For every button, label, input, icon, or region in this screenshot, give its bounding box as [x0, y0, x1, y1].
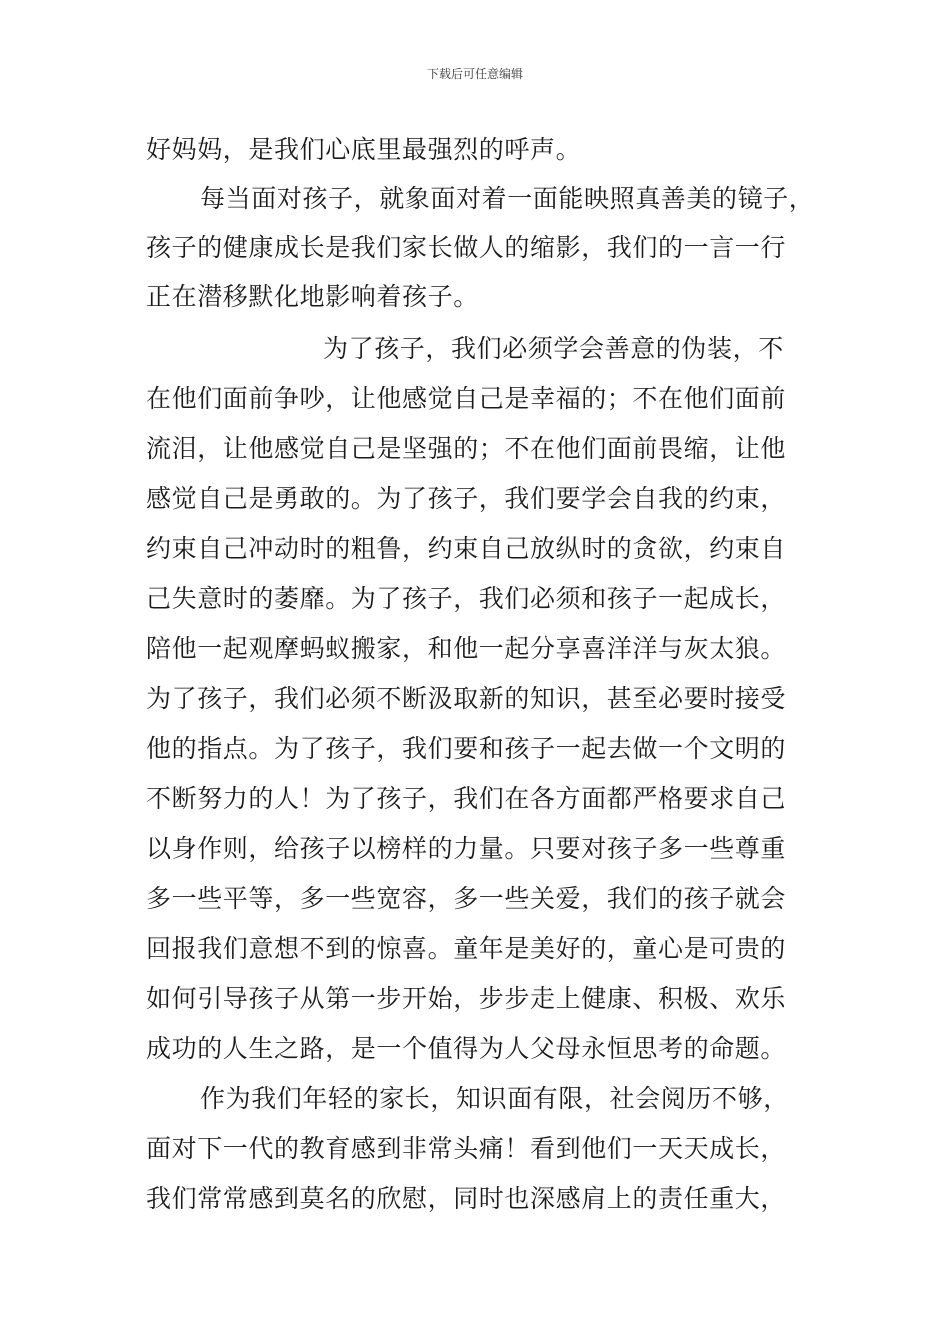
- text-line-4: 正在潜移默化地影响着孩子。: [146, 282, 479, 311]
- text-line-2: 每当面对孩子，就象面对着一面能映照真善美的镜子，: [200, 184, 815, 213]
- text-line-18: 如何引导孩子从第一步开始，步步走上健康、积极、欢乐: [146, 984, 787, 1013]
- text-line-16: 多一些平等，多一些宽容，多一些关爱，我们的孩子就会: [146, 884, 787, 913]
- text-line-15: 以身作则，给孩子以榜样的力量。只要对孩子多一些尊重: [146, 834, 787, 863]
- text-line-22: 我们常常感到莫名的欣慰，同时也深感肩上的责任重大，: [146, 1184, 787, 1213]
- text-line-10: 己失意时的萎靡。为了孩子，我们必须和孩子一起成长，: [146, 584, 787, 613]
- text-line-13: 他的指点。为了孩子，我们要和孩子一起去做一个文明的: [146, 734, 787, 763]
- text-line-21: 面对下一代的教育感到非常头痛！看到他们一天天成长，: [146, 1134, 787, 1163]
- text-line-14: 不断努力的人！为了孩子，我们在各方面都严格要求自己: [146, 784, 787, 813]
- text-line-8: 感觉自己是勇敢的。为了孩子，我们要学会自我的约束，: [146, 484, 787, 513]
- text-line-11: 陪他一起观摩蚂蚁搬家，和他一起分享喜洋洋与灰太狼。: [146, 634, 787, 663]
- text-line-12: 为了孩子，我们必须不断汲取新的知识，甚至必要时接受: [146, 684, 787, 713]
- text-line-5: 为了孩子，我们必须学会善意的伪装，不: [323, 334, 784, 363]
- text-line-6: 在他们面前争吵，让他感觉自己是幸福的；不在他们面前: [146, 384, 787, 413]
- text-line-20: 作为我们年轻的家长，知识面有限，社会阅历不够，: [200, 1084, 789, 1113]
- text-line-3: 孩子的健康成长是我们家长做人的缩影，我们的一言一行: [146, 233, 787, 262]
- page-header: 下载后可任意编辑: [426, 67, 523, 81]
- text-line-19: 成功的人生之路，是一个值得为人父母永恒思考的命题。: [146, 1034, 787, 1063]
- text-line-17: 回报我们意想不到的惊喜。童年是美好的，童心是可贵的: [146, 934, 787, 963]
- text-line-9: 约束自己冲动时的粗鲁，约束自己放纵时的贪欲，约束自: [146, 534, 787, 563]
- text-line-7: 流泪，让他感觉自己是坚强的；不在他们面前畏缩，让他: [146, 434, 787, 463]
- text-line-1: 好妈妈，是我们心底里最强烈的呼声。: [146, 135, 582, 164]
